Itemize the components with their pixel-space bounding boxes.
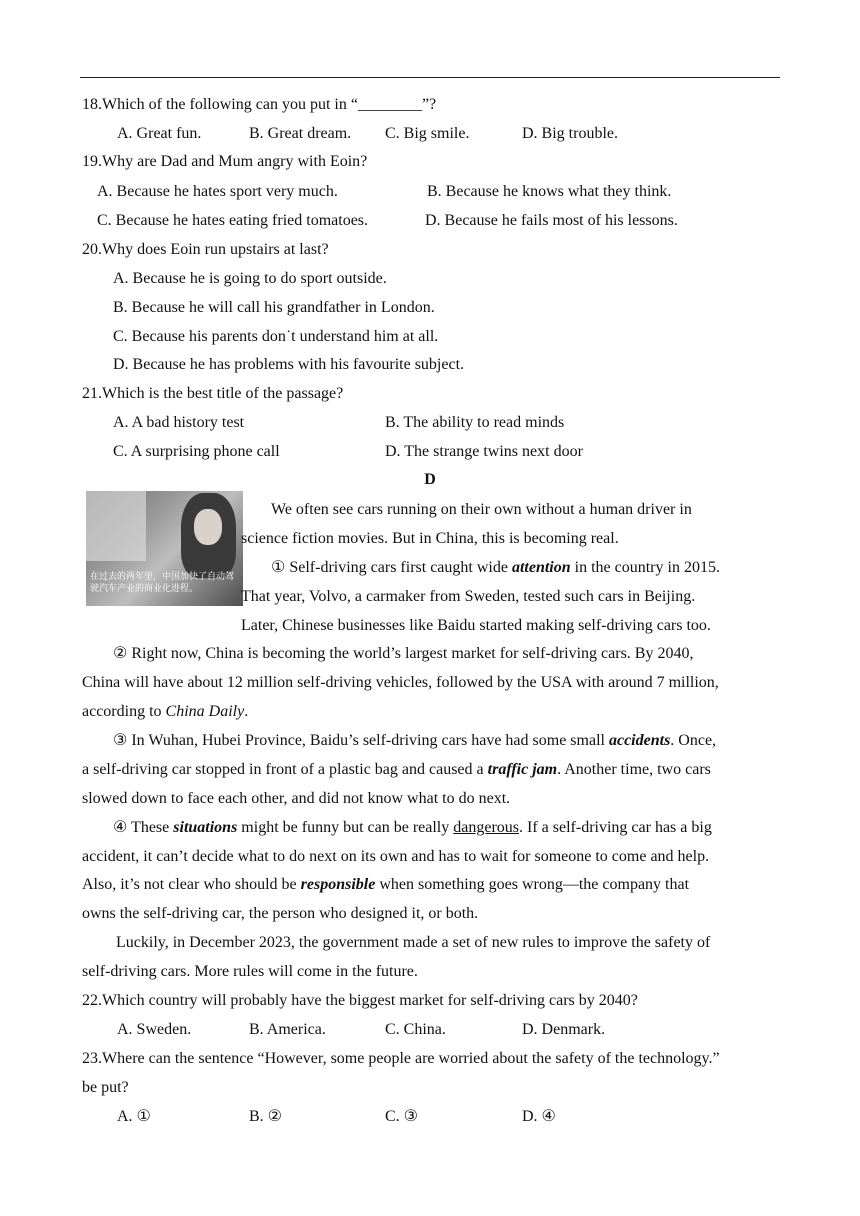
passage-line: science fiction movies. But in China, this is becoming real. (241, 530, 619, 547)
q22-option-c: C. China. (385, 1021, 446, 1038)
passage-line: We often see cars running on their own without a human driver in (271, 501, 692, 518)
q19-option-b: B. Because he knows what they think. (427, 183, 672, 200)
passage-line: Also, it’s not clear who should be responsible when something goes wrong—the company that (82, 876, 690, 893)
question-23-stem-cont: be put? (82, 1079, 129, 1096)
passage-line: ④ These situations might be funny but can be really dangerous. If a self-driving car has a big (113, 819, 712, 836)
question-20-stem: 20.Why does Eoin run upstairs at last? (82, 241, 329, 258)
q19-option-d: D. Because he fails most of his lessons. (425, 212, 678, 229)
q18-option-b: B. Great dream. (249, 125, 352, 142)
question-22-stem: 22.Which country will probably have the biggest market for self-driving cars by 2040? (82, 992, 638, 1009)
q18-option-a: A. Great fun. (117, 125, 202, 142)
question-21-stem: 21.Which is the best title of the passage? (82, 385, 344, 402)
passage-line: That year, Volvo, a carmaker from Sweden, tested such cars in Beijing. (241, 588, 696, 605)
section-heading: D (424, 471, 436, 488)
keyword-situations: situations (173, 819, 238, 836)
q22-option-b: B. America. (249, 1021, 326, 1038)
passage-line: owns the self-driving car, the person who designed it, or both. (82, 905, 479, 922)
passage-line: a self-driving car stopped in front of a plastic bag and caused a traffic jam. Another time, two cars (82, 761, 711, 778)
q20-option-d: D. Because he has problems with his favourite subject. (113, 356, 465, 373)
passage-photo (86, 491, 243, 606)
question-19-stem: 19.Why are Dad and Mum angry with Eoin? (82, 153, 368, 170)
passage-line: Luckily, in December 2023, the government made a set of new rules to improve the safety of (116, 934, 711, 951)
q20-option-c: C. Because his parents don˙t understand him at all. (113, 328, 439, 345)
question-18-stem: 18.Which of the following can you put in “________”? (82, 96, 437, 113)
q20-option-a: A. Because he is going to do sport outside. (113, 270, 387, 287)
q23-option-b: B. ② (249, 1108, 283, 1125)
passage-line: according to China Daily. (82, 703, 249, 720)
q19-option-c: C. Because he hates eating fried tomatoes. (97, 212, 369, 229)
underlined-word: dangerous (453, 819, 519, 836)
source-name: China Daily (165, 703, 245, 720)
keyword-attention: attention (511, 559, 571, 576)
header-rule (80, 77, 780, 78)
photo-caption: 在过去的两年里，中国加快了自动驾驶汽车产业的商业化进程。 (90, 572, 235, 594)
passage-line: accident, it can’t decide what to do next on its own and has to wait for someone to come and help. (82, 848, 710, 865)
passage-line: slowed down to face each other, and did not know what to do next. (82, 790, 511, 807)
question-23-stem: 23.Where can the sentence “However, some people are worried about the safety of the technology.” (82, 1050, 720, 1067)
q21-option-c: C. A surprising phone call (113, 443, 280, 460)
passage-line: ① Self-driving cars first caught wide attention in the country in 2015. (271, 559, 720, 576)
q18-option-d: D. Big trouble. (522, 125, 618, 142)
keyword-accidents: accidents (608, 732, 671, 749)
q22-option-d: D. Denmark. (522, 1021, 606, 1038)
q21-option-b: B. The ability to read minds (385, 414, 565, 431)
q23-option-d: D. ④ (522, 1108, 556, 1125)
passage-line: ② Right now, China is becoming the world’s largest market for self-driving cars. By 2040, (113, 645, 694, 662)
passage-line: self-driving cars. More rules will come in the future. (82, 963, 418, 980)
passage-line: China will have about 12 million self-driving vehicles, followed by the USA with around 7 million, (82, 674, 719, 691)
passage-line: ③ In Wuhan, Hubei Province, Baidu’s self-driving cars have had some small accidents. Once, (113, 732, 717, 749)
passage-line: Later, Chinese businesses like Baidu started making self-driving cars too. (241, 617, 711, 634)
keyword-traffic-jam: traffic jam (487, 761, 558, 778)
q18-option-c: C. Big smile. (385, 125, 470, 142)
keyword-responsible: responsible (300, 876, 376, 893)
q23-option-c: C. ③ (385, 1108, 419, 1125)
q23-option-a: A. ① (117, 1108, 151, 1125)
q21-option-a: A. A bad history test (113, 414, 245, 431)
q22-option-a: A. Sweden. (117, 1021, 192, 1038)
q19-option-a: A. Because he hates sport very much. (97, 183, 338, 200)
q21-option-d: D. The strange twins next door (385, 443, 583, 460)
q20-option-b: B. Because he will call his grandfather in London. (113, 299, 435, 316)
